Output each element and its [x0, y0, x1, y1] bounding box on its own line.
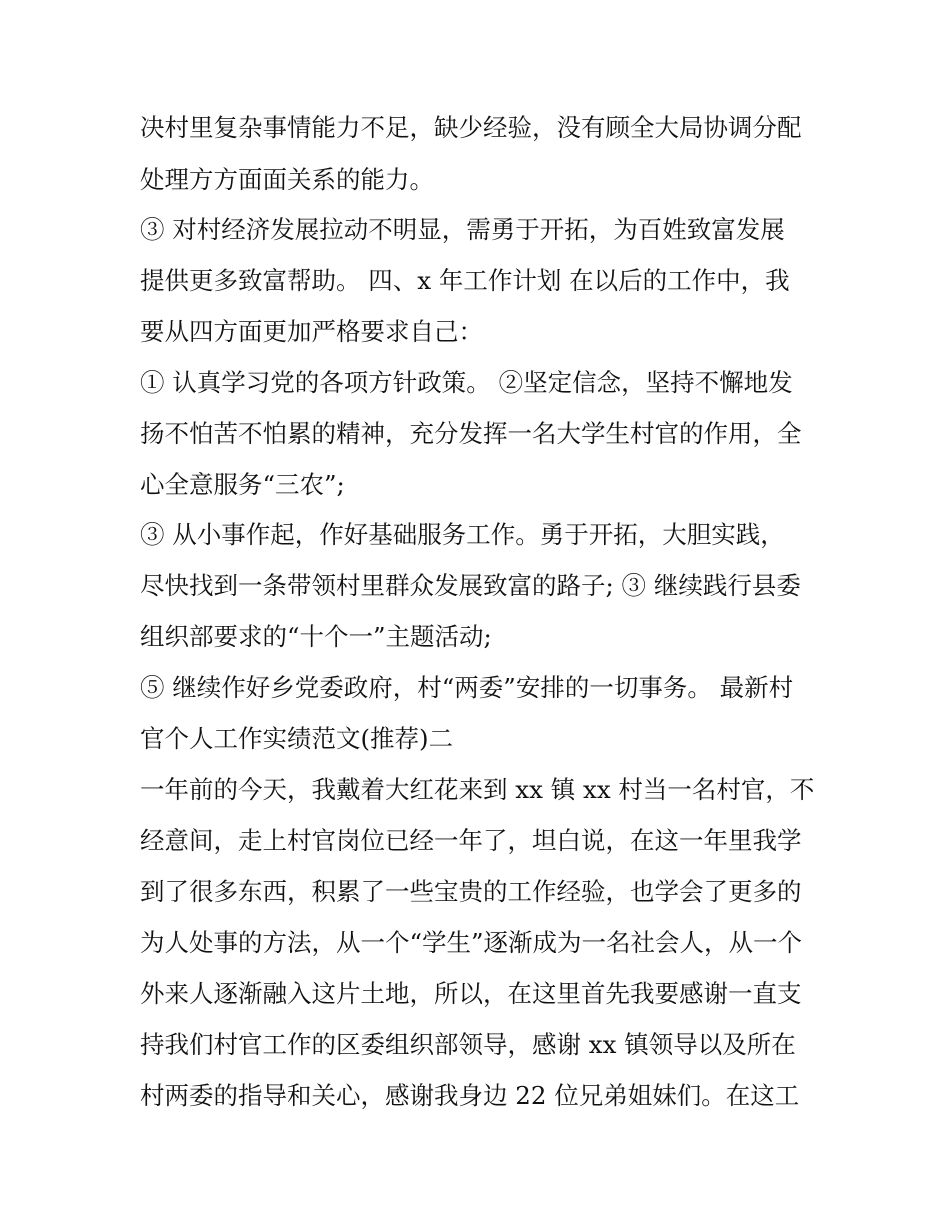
text-line: 尽快找到一条带领村里群众发展致富的路子; ③ 继续践行县委 [140, 571, 801, 600]
text-line: ⑤ 继续作好乡党委政府，村“两委”安排的一切事务。 最新村 [140, 673, 794, 702]
text-line: 处理方方面面关系的能力。 [140, 165, 434, 194]
text-line: 要从四方面更加严格要求自己： [140, 317, 483, 346]
text-line: 扬不怕苦不怕累的精神，充分发挥一名大学生村官的作用，全 [140, 419, 802, 448]
text-line: ③ 从小事作起，作好基础服务工作。勇于开拓，大胆实践， [140, 520, 785, 549]
text-line: 官个人工作实绩范文(推荐)二 [140, 724, 454, 753]
text-line: ① 认真学习党的各项方针政策。 ②坚定信念，坚持不懈地发 [140, 368, 793, 397]
text-line: 决村里复杂事情能力不足，缺少经验，没有顾全大局协调分配 [140, 113, 802, 142]
text-line: 提供更多致富帮助。 四、x 年工作计划 在以后的工作中，我 [140, 266, 790, 295]
text-line: 组织部要求的“十个一”主题活动; [140, 622, 492, 651]
text-line: ③ 对村经济发展拉动不明显，需勇于开拓，为百姓致富发展 [140, 215, 785, 244]
text-line: 经意间，走上村官岗位已经一年了，坦白说，在这一年里我学 [140, 826, 802, 855]
text-line: 持我们村官工作的区委组织部领导，感谢 xx 镇领导以及所在 [140, 1030, 796, 1059]
text-line: 到了很多东西，积累了一些宝贵的工作经验，也学会了更多的 [140, 877, 802, 906]
text-line: 心全意服务“三农”; [140, 470, 345, 499]
text-line: 外来人逐渐融入这片土地，所以，在这里首先我要感谢一直支 [140, 979, 802, 1008]
text-line: 村两委的指导和关心，感谢我身边 22 位兄弟姐妹们。在这工 [140, 1081, 800, 1110]
text-line: 一年前的今天，我戴着大红花来到 xx 镇 xx 村当一名村官，不 [140, 775, 815, 804]
text-line: 为人处事的方法，从一个“学生”逐渐成为一名社会人，从一个 [140, 928, 803, 957]
